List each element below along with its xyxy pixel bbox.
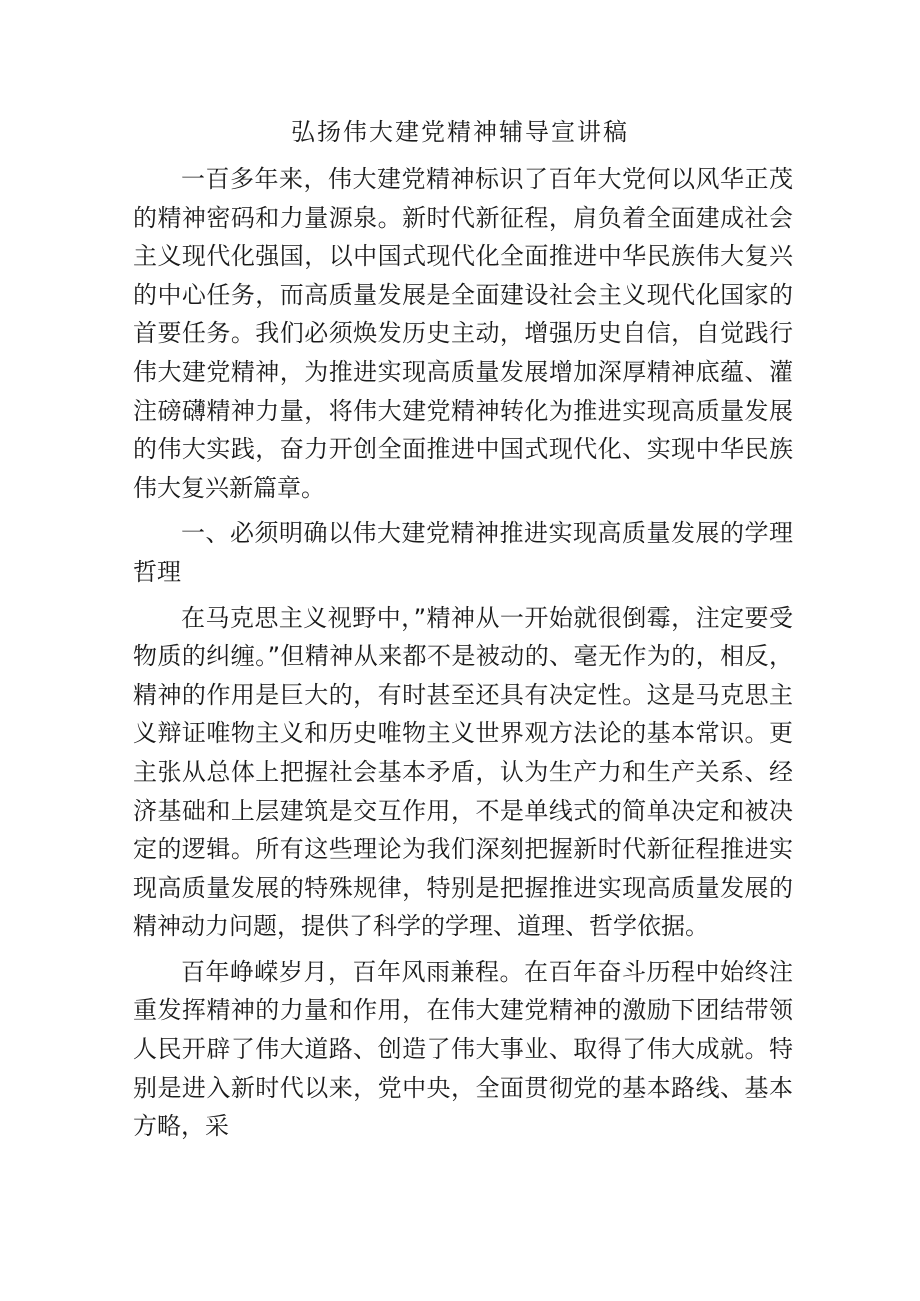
paragraph-intro: 一百多年来，伟大建党精神标识了百年大党何以风华正茂的精神密码和力量源泉。新时代新征程，肩负着全面建成社会主义现代化强国，以中国式现代化全面推进中华民族伟大复兴的中心任务，而高质量发展是全面建设社会主义现代化国家的首要任务。我们必须焕发历史主动，增强历史自信，自觉践行伟大建党精神，为推进实现高质量发展增加深厚精神底蕴、灌注磅礴精神力量，将伟大建党精神转化为推进实现高质量发展的伟大实践，奋力开创全面推进中国式现代化、实现中华民族伟大复兴新篇章。 <box>133 165 793 502</box>
paragraph-marxism: 在马克思主义视野中，”精神从一开始就很倒霉，注定要受物质的纠缠。”但精神从来都不是被动的、毫无作为的，相反，精神的作用是巨大的，有时甚至还具有决定性。这是马克思主义辩证唯物主义和历史唯物主义世界观方法论的基本常识。更主张从总体上把握社会基本矛盾，认为生产力和生产关系、经济基础和上层建筑是交互作用，不是单线式的简单决定和被决定的逻辑。所有这些理论为我们深刻把握新时代新征程推进实现高质量发展的特殊规律，特别是把握推进实现高质量发展的精神动力问题，提供了科学的学理、道理、哲学依据。 <box>133 603 793 941</box>
paragraph-history: 百年峥嵘岁月，百年风雨兼程。在百年奋斗历程中始终注重发挥精神的力量和作用，在伟大建党精神的激励下团结带领人民开辟了伟大道路、创造了伟大事业、取得了伟大成就。特别是进入新时代以来，党中央，全面贯彻党的基本路线、基本方略，采 <box>133 957 793 1141</box>
section-heading-1: 一、必须明确以伟大建党精神推进实现高质量发展的学理哲理 <box>133 519 793 586</box>
document-title: 弘扬伟大建党精神辅导宣讲稿 <box>291 118 629 146</box>
document-body <box>133 160 793 1146</box>
